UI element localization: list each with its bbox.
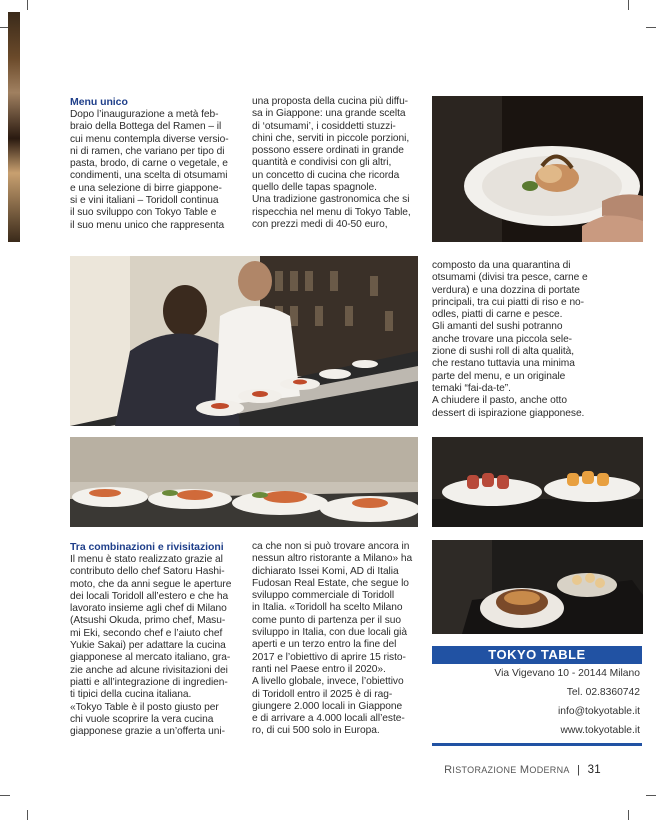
text-line: pasta, brodo, di carne o vegetale, e [70,158,228,170]
contact-phone: Tel. 02.8360742 [566,687,640,698]
text-line: composto da una quarantina di [432,260,571,271]
text-line: con prezzi medi di 40-50 euro, [252,218,388,230]
contact-divider [432,743,642,746]
text-line: Il menu è stato realizzato grazie al [70,554,223,565]
text-line: e una selezione di birre giappone- [70,182,222,194]
text-line: giapponese grazie a un’offerta uni- [70,726,225,738]
text-line: quello delle tapas spagnole. [252,182,377,194]
contact-address: Via Vigevano 10 - 20144 Milano [494,668,640,679]
contact-email[interactable]: info@tokyotable.it [557,706,640,717]
text-line: anche trovare una piccola sele- [432,333,573,345]
menu-column-1 [70,96,246,232]
text-line: che restano tuttavia una minima [432,358,575,370]
text-line: si e vini italiani – Toridoll continua [70,195,219,207]
crop-mark [27,810,28,820]
text-line: giungere 2.000 locali in Giappone [252,700,403,712]
text-line: aperti e un terzo entro la fine del [252,639,397,651]
text-line: nessun altro ristorante a Milano» ha [252,553,413,565]
text-line: possono essere ordinati in grande [252,145,404,157]
crop-mark [646,27,656,28]
text-line: ranti nel Paese entro il 2020». [252,663,386,675]
text-line: 2017 e l’obiettivo di aprire 15 risto- [252,651,406,663]
crop-mark [0,795,10,796]
menu-column-3 [432,260,643,420]
text-line: Yukie Sakai) per adattare la cucina [70,640,226,652]
text-line: dessert di ispirazione giapponese. [432,407,585,419]
text-line: mi Eki, secondo chef e l’aiuto chef [70,627,223,639]
text-line: quantità e condivisi con gli altri, [252,157,392,169]
text-line: di Toridoll entro il 2025 è di rag- [252,688,393,700]
page-footer [444,764,601,776]
text-line: zione di sushi roll di alta qualità, [432,346,575,358]
text-line: otsumami (divisi tra pesce, carne e [432,272,588,284]
photo-plate-held [432,96,643,242]
text-line: condimenti, una scelta di otsumami [70,170,228,182]
text-line: piatti e all’integrazione di ingredien- [70,676,228,688]
text-line: sa in Giappone: una grande scelta [252,108,406,120]
text-line: cui menu contempla diverse versio- [70,133,229,145]
photo-chefs-plating [70,256,418,426]
photo-dessert-tray [432,540,643,634]
text-line: come punto di partenza per il suo [252,614,401,626]
text-line: ro, di cui 500 solo in Europa. [252,725,380,737]
text-line: ti tipici della cucina italiana. [70,689,192,701]
section-heading-menu-unico: Menu unico [70,96,128,108]
text-line: odles, piatti di carne e pesce. [432,309,563,321]
text-line: il suo sviluppo con Tokyo Table e [70,207,217,219]
text-line: lavorato insieme agli chef di Milano [70,603,227,615]
text-line: dei locali Toridoll all’estero e che ha [70,590,229,602]
text-line: sviluppo in Italia, con due locali già [252,627,407,639]
text-line: il suo menu unico che rappresenta [70,219,225,231]
combo-column-1 [70,541,246,738]
text-line: verdura) e una dozzina di portate [432,284,580,296]
text-line: dichiarato Issei Komi, AD di Italia [252,565,399,577]
text-line: una proposta della cucina più diffu- [252,96,409,107]
text-line: moto, che da anni segue le aperture [70,578,232,590]
text-line: un concetto di cucina che ricorda [252,169,400,181]
text-line: Gli amanti del sushi potranno [432,321,563,333]
contact-title: TOKYO TABLE [432,646,642,664]
text-line: Dopo l’inaugurazione a metà feb- [70,109,219,120]
contact-website[interactable]: www.tokyotable.it [560,725,640,736]
text-line: ni di ramen, che variano per tipo di [70,145,225,157]
text-line: contributo dello chef Satoru Hashi- [70,566,225,578]
crop-mark [646,795,656,796]
text-line: in Italia. «Toridoll ha scelto Milano [252,602,403,614]
text-line: rispecchia nel menu di Tokyo Table, [252,206,411,218]
contact-box [432,646,642,746]
text-line: principali, tra cui piatti di riso e no- [432,296,585,308]
text-line: Una tradizione gastronomica che si [252,194,410,206]
page-number: 31 [587,764,601,776]
magazine-name: RISTORAZIONE MODERNA [444,764,570,776]
spread-edge-strip [8,12,20,242]
text-line: A livello globale, invece, l’obiettivo [252,676,404,688]
text-line: parte del menu, e un originale [432,370,566,382]
text-line: temaki “fai-da-te”. [432,382,511,394]
text-line: sviluppo commerciale di Toridoll [252,590,395,602]
menu-column-2 [252,96,418,231]
text-line: giapponese al mercato italiano, gra- [70,652,231,664]
text-line: chi vuole scoprire la vera cucina [70,713,214,725]
photo-sushi-rolls [432,437,643,527]
crop-mark [27,0,28,10]
text-line: e di arrivare a 4.000 locali all’este- [252,713,405,725]
footer-separator: | [577,764,581,776]
text-line: zie anche ad alcune rivisitazioni dei [70,664,228,676]
text-line: braio della Bottega del Ramen – il [70,121,222,133]
combo-column-2 [252,541,418,738]
text-line: A chiudere il pasto, anche otto [432,395,567,407]
crop-mark [628,810,629,820]
text-line: chini che, serviti in piccole porzioni, [252,132,410,144]
crop-mark [628,0,629,10]
text-line: Fudosan Real Estate, che segue lo [252,577,409,589]
text-line: «Tokyo Table è il posto giusto per [70,701,219,713]
section-heading-combinazioni: Tra combinazioni e rivisitazioni [70,541,224,553]
text-line: di ‘otsumami’, i cosiddetti stuzzi- [252,120,396,132]
text-line: ca che non si può trovare ancora in [252,541,410,552]
text-line: (Atsushi Okuda, primo chef, Masu- [70,615,226,627]
photo-buffet-plates [70,437,418,527]
